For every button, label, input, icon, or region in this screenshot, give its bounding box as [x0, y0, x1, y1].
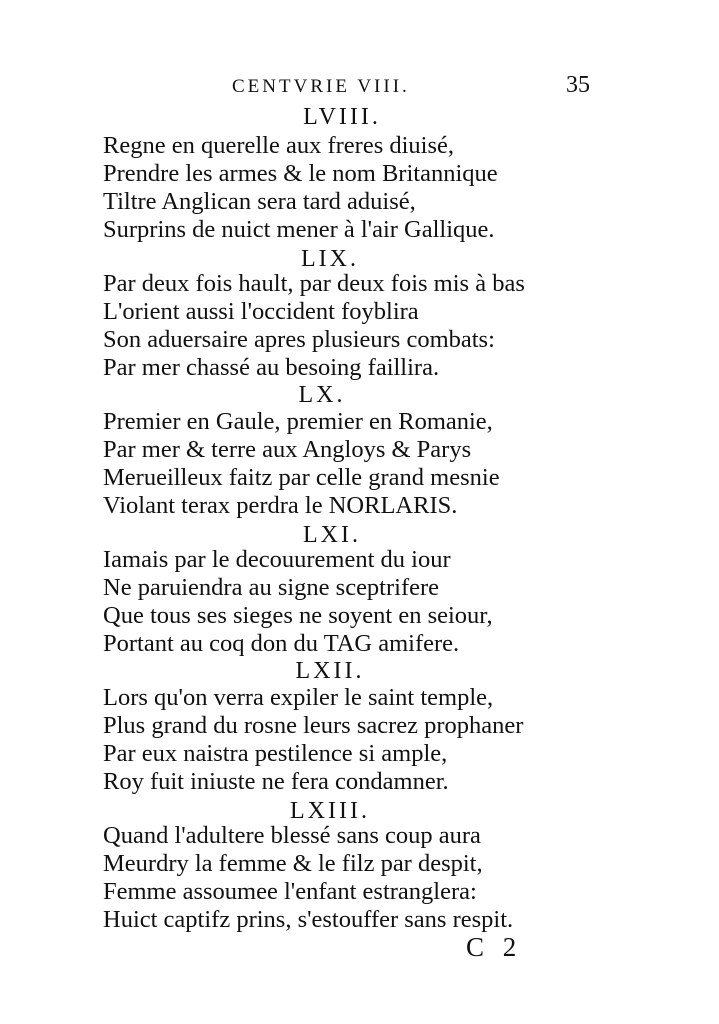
verse-line: Lors qu'on verra expiler le saint temple, [103, 684, 494, 711]
verse-line: Prendre les armes & le nom Britannique [103, 160, 498, 187]
quatrain-heading: LXI. [303, 522, 361, 548]
verse-line: Violant terax perdra le NORLARIS. [103, 492, 458, 519]
verse-line: Tiltre Anglican sera tard aduisé, [103, 188, 416, 215]
verse-line: Que tous ses sieges ne soyent en seiour, [103, 602, 493, 629]
verse-line: Son aduersaire apres plusieurs combats: [103, 326, 495, 353]
verse-line: Meurdry la femme & le filz par despit, [103, 850, 483, 877]
verse-line: Par eux naistra pestilence si ample, [103, 740, 448, 767]
verse-line: Regne en querelle aux freres diuisé, [103, 132, 455, 159]
verse-line: Huict captifz prins, s'estouffer sans respit. [103, 906, 514, 933]
verse-line: Ne paruiendra au signe sceptrifere [103, 574, 440, 601]
quatrain-heading: LX. [298, 382, 346, 408]
quatrain-heading: LIX. [301, 246, 359, 272]
verse-line: Portant au coq don du TAG amifere. [103, 630, 460, 657]
quatrain-heading: LXII. [295, 658, 365, 684]
verse-line: Roy fuit iniuste ne fera condamner. [103, 768, 449, 795]
verse-line: Par deux fois hault, par deux fois mis à bas [103, 270, 525, 297]
running-title: CENTVRIE VIII. [232, 76, 410, 97]
verse-line: L'orient aussi l'occident foyblira [103, 298, 419, 325]
quatrain-heading: LXIII. [290, 798, 370, 824]
quatrain-heading: LVIII. [303, 104, 381, 130]
verse-line: Surprins de nuict mener à l'air Gallique. [103, 216, 495, 243]
verse-line: Plus grand du rosne leurs sacrez prophaner [103, 712, 524, 739]
verse-line: Femme assoumee l'enfant estranglera: [103, 878, 477, 905]
verse-line: Premier en Gaule, premier en Romanie, [103, 408, 493, 435]
verse-line: Iamais par le decouurement du iour [103, 546, 451, 573]
verse-line: Par mer & terre aux Angloys & Parys [103, 436, 472, 463]
verse-line: Quand l'adultere blessé sans coup aura [103, 822, 481, 849]
verse-line: Merueilleux faitz par celle grand mesnie [103, 464, 500, 491]
signature-mark: C 2 [466, 932, 523, 962]
page-number: 35 [566, 72, 590, 98]
verse-line: Par mer chassé au besoing faillira. [103, 354, 440, 381]
